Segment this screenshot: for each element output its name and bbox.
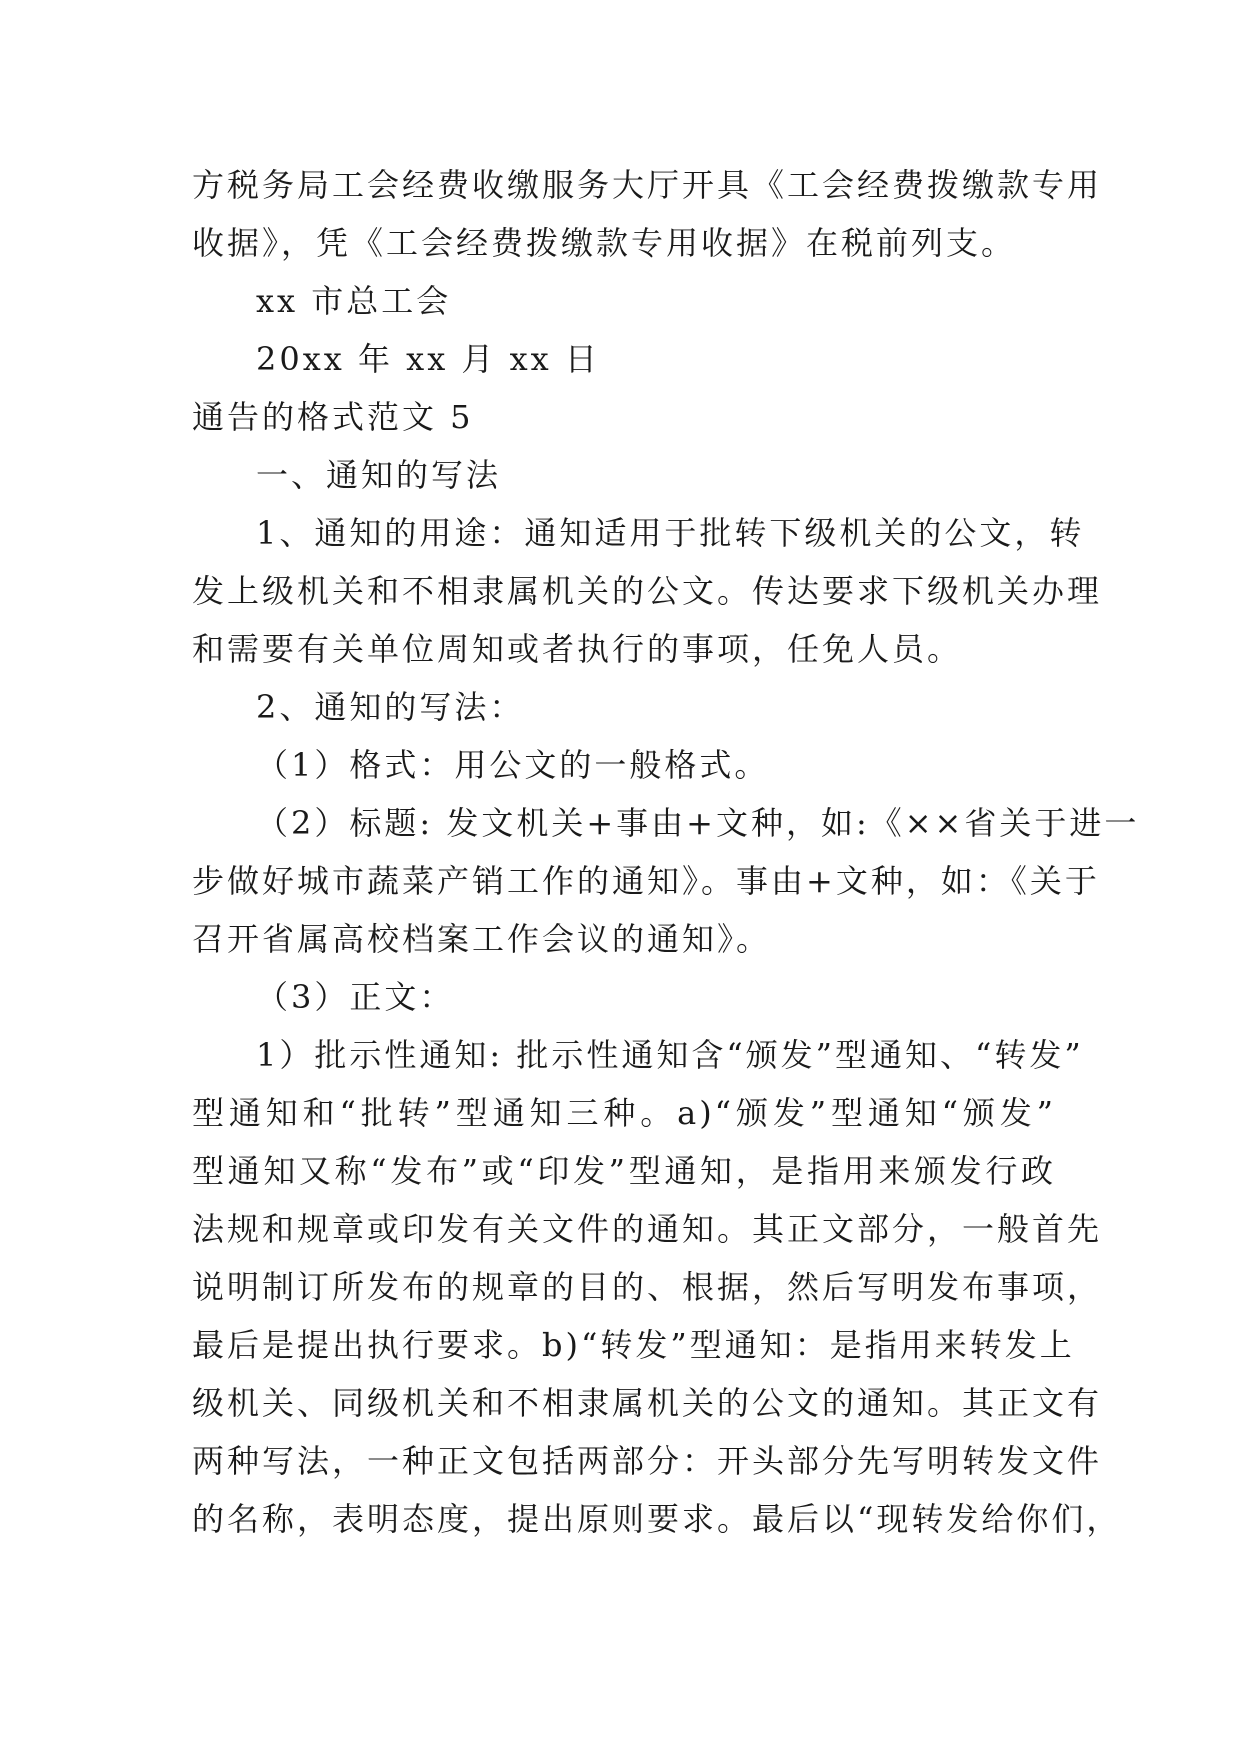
paragraph-line: 发上级机关和不相隶属机关的公文。传达要求下级机关办理: [192, 572, 1103, 610]
paragraph-line: 收据》，凭《工会经费拨缴款专用收据》在税前列支。: [192, 224, 1017, 262]
paragraph-line: 两种写法，一种正文包括两部分：开头部分先写明转发文件: [192, 1442, 1103, 1480]
signature-organization: xx 市总工会: [256, 282, 452, 320]
paragraph-line: 型通知又称“发布”或“印发”型通知，是指用来颁发行政: [192, 1152, 1056, 1190]
paragraph-line: 型通知和“批转”型通知三种。a)“颁发”型通知“颁发”: [192, 1094, 1056, 1132]
paragraph-line: 1）批示性通知: 批示性通知含“颁发”型通知、“转发”: [256, 1036, 1084, 1074]
paragraph-line: 和需要有关单位周知或者执行的事项，任免人员。: [192, 630, 963, 668]
subsection-heading: 2、通知的写法：: [256, 688, 525, 726]
section-heading: 通告的格式范文 5: [192, 398, 474, 436]
document-body: [192, 156, 1140, 1548]
paragraph-line: 说明制订所发布的规章的目的、根据，然后写明发布事项，: [192, 1268, 1103, 1306]
signature-date: 20xx 年 xx 月 xx 日: [256, 340, 600, 378]
paragraph-line: （1）格式：用公文的一般格式。: [256, 746, 770, 784]
paragraph-line: （2）标题: 发文机关+事由+文种，如:《××省关于进一: [256, 804, 1140, 842]
paragraph-line: 召开省属高校档案工作会议的通知》。: [192, 920, 772, 958]
paragraph-line: 的名称，表明态度，提出原则要求。最后以“现转发给你们，: [192, 1500, 1122, 1538]
paragraph-line: 方税务局工会经费收缴服务大厅开具《工会经费拨缴款专用: [192, 166, 1103, 204]
paragraph-line: 级机关、同级机关和不相隶属机关的公文的通知。其正文有: [192, 1384, 1103, 1422]
subsection-heading: 一、通知的写法: [256, 456, 502, 494]
subsection-heading: （3）正文：: [256, 978, 455, 1016]
paragraph-line: 法规和规章或印发有关文件的通知。其正文部分，一般首先: [192, 1210, 1103, 1248]
paragraph-line: 1、通知的用途：通知适用于批转下级机关的公文，转: [256, 514, 1085, 552]
paragraph-line: 最后是提出执行要求。b)“转发”型通知：是指用来转发上: [192, 1326, 1075, 1364]
paragraph-line: 步做好城市蔬菜产销工作的通知》。事由+文种，如：《关于: [192, 862, 1100, 900]
